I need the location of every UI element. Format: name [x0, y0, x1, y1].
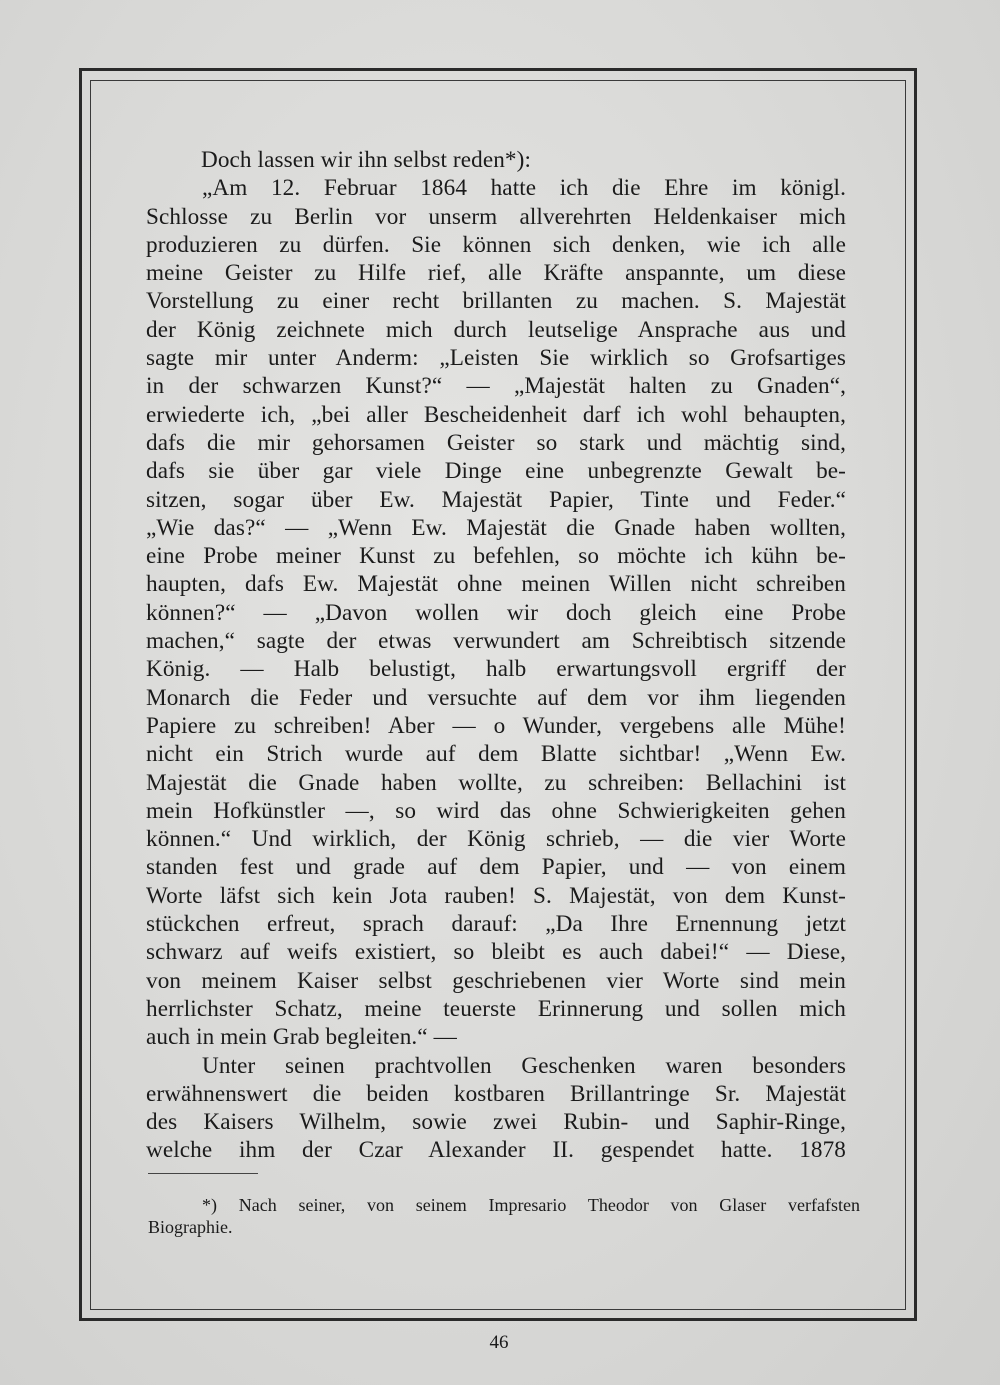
paragraph-line: machen,“ sagte der etwas verwundert am Schreibtisch sitzende: [146, 628, 846, 655]
paragraph-line: König. — Halb belustigt, halb erwartungsvoll ergriff der: [146, 656, 846, 683]
paragraph-line: standen fest und grade auf dem Papier, und — von einem: [146, 854, 846, 881]
paragraph-line: schwarz auf weifs existiert, so bleibt es auch dabei!“ — Diese,: [146, 939, 846, 966]
paragraph-line: Worte läfst sich kein Jota rauben! S. Majestät, von dem Kunst-: [146, 882, 846, 909]
paragraph-line: eine Probe meiner Kunst zu befehlen, so möchte ich kühn be-: [146, 543, 846, 570]
paragraph-line: dafs sie über gar viele Dinge eine unbegrenzte Gewalt be-: [146, 458, 846, 485]
paragraph-line: nicht ein Strich wurde auf dem Blatte sichtbar! „Wenn Ew.: [146, 741, 846, 768]
page-number: 46: [489, 1332, 509, 1353]
footnote: [148, 1194, 860, 1238]
paragraph-line: können?“ — „Davon wollen wir doch gleich eine Probe: [146, 599, 846, 626]
paragraph-line: Monarch die Feder und versuchte auf dem vor ihm liegenden: [146, 684, 846, 711]
paragraph-line: stückchen erfreut, sprach darauf: „Da Ihre Ernennung jetzt: [146, 911, 846, 938]
paragraph-line: Doch lassen wir ihn selbst reden*):: [201, 147, 531, 173]
paragraph-line: „Wie das?“ — „Wenn Ew. Majestät die Gnade haben wollten,: [146, 514, 846, 541]
paragraph-line: erwähnenswert die beiden kostbaren Brillantringe Sr. Majestät: [146, 1080, 846, 1107]
paragraph-line: sitzen, sogar über Ew. Majestät Papier, Tinte und Feder.“: [146, 486, 846, 513]
paragraph-line: meine Geister zu Hilfe rief, alle Kräfte anspannte, um diese: [146, 260, 846, 287]
paragraph-line: Unter seinen prachtvollen Geschenken waren besonders: [202, 1052, 846, 1079]
body-text: [146, 146, 846, 1165]
paragraph-line: Papiere zu schreiben! Aber — o Wunder, vergebens alle Mühe!: [146, 712, 846, 739]
paragraph-line: können.“ Und wirklich, der König schrieb, — die vier Worte: [146, 826, 846, 853]
paragraph-line: sagte mir unter Anderm: „Leisten Sie wirklich so Grofsartiges: [146, 345, 846, 372]
paragraph-line: dafs die mir gehorsamen Geister so stark und mächtig sind,: [146, 429, 846, 456]
paragraph-line: von meinem Kaiser selbst geschriebenen vier Worte sind mein: [146, 967, 846, 994]
paragraph-line: welche ihm der Czar Alexander II. gespendet hatte. 1878: [146, 1137, 846, 1164]
paragraph-line: herrlichster Schatz, meine teuerste Erinnerung und sollen mich: [146, 995, 846, 1022]
paragraph-line: der König zeichnete mich durch leutselige Ansprache aus und: [146, 316, 846, 343]
paragraph-line: Schlosse zu Berlin vor unserm allverehrten Heldenkaiser mich: [146, 203, 846, 230]
paragraph-line: in der schwarzen Kunst?“ — „Majestät halten zu Gnaden“,: [146, 373, 846, 400]
footnote-divider: [148, 1173, 258, 1174]
paragraph-line: auch in mein Grab begleiten.“ —: [146, 1024, 457, 1051]
paragraph-line: mein Hofkünstler —, so wird das ohne Schwierigkeiten gehen: [146, 797, 846, 824]
paragraph-line: haupten, dafs Ew. Majestät ohne meinen Willen nicht schreiben: [146, 571, 846, 598]
paragraph-line: Majestät die Gnade haben wollte, zu schreiben: Bellachini ist: [146, 769, 846, 796]
paragraph-line: erwiederte ich, „bei aller Bescheidenheit darf ich wohl behaupten,: [146, 401, 846, 428]
paragraph-line: „Am 12. Februar 1864 hatte ich die Ehre im königl.: [202, 175, 846, 202]
paragraph-line: Vorstellung zu einer recht brillanten zu machen. S. Majestät: [146, 288, 846, 315]
paragraph-line: des Kaisers Wilhelm, sowie zwei Rubin- und Saphir-Ringe,: [146, 1109, 846, 1136]
footnote-line: *) Nach seiner, von seinem Impresario Theodor von Glaser verfafsten: [202, 1195, 860, 1215]
paragraph-line: produzieren zu dürfen. Sie können sich denken, wie ich alle: [146, 231, 846, 258]
footnote-line: Biographie.: [148, 1217, 233, 1237]
